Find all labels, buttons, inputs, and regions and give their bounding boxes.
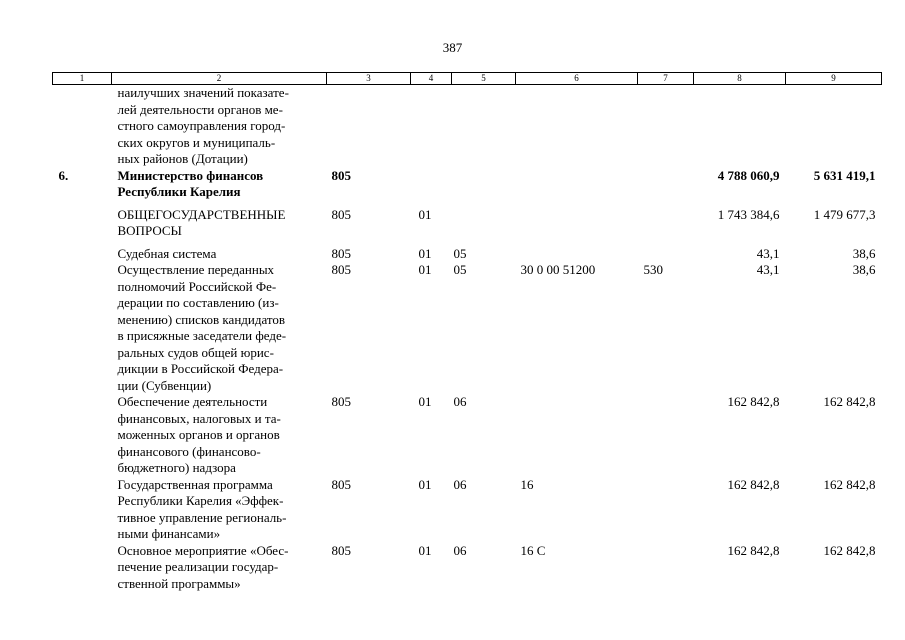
ministry-code: 805 <box>331 394 351 409</box>
subsection-code <box>452 168 516 201</box>
table-row <box>53 85 882 168</box>
table-row <box>53 168 882 201</box>
amount-1: 162 842,8 <box>727 394 780 409</box>
row-number <box>53 394 112 477</box>
amount-2: 162 842,8 <box>823 542 876 558</box>
column-header-6: 6 <box>516 73 638 85</box>
table-row <box>53 262 882 394</box>
subsection-code: 06 <box>453 542 467 558</box>
amount-1: 43,1 <box>756 245 780 261</box>
target-article-code <box>516 168 638 201</box>
budget-table <box>52 72 882 592</box>
row-name: ОБЩЕГОСУДАРСТВЕННЫЕ ВОПРОСЫ <box>117 206 286 238</box>
expense-type-code <box>638 477 694 543</box>
subsection-code <box>452 85 516 168</box>
row-number <box>53 240 112 263</box>
amount-1: 1 743 384,6 <box>717 206 780 222</box>
column-header-2: 2 <box>112 73 327 85</box>
expense-type-code <box>638 240 694 263</box>
expense-type-code <box>638 85 694 168</box>
ministry-code: 805 <box>331 206 351 222</box>
row-name: Осуществление переданных полномочий Российской Фе- дерации по составлению (из- менению) списков кандидатов в присяжные заседатели феде- ральных судов общей юрис- дикции в Российской Федера- ции (Субвенции) <box>117 262 287 393</box>
subsection-code: 06 <box>453 476 467 492</box>
table-row <box>53 394 882 477</box>
ministry-code: 805 <box>331 542 351 558</box>
section-code <box>411 85 452 168</box>
target-article-code <box>516 240 638 263</box>
expense-type-code <box>638 543 694 593</box>
row-name: Государственная программа Республики Карелия «Эффек- тивное управление региональ- ными финансами» <box>117 476 287 541</box>
row-number: 6. <box>58 167 69 183</box>
expense-type-code: 530 <box>643 262 663 277</box>
row-name: Обеспечение деятельности финансовых, налоговых и та- моженных органов и органов финансового (финансово- бюджетного) надзора <box>117 394 281 475</box>
subsection-code: 05 <box>453 262 467 277</box>
target-article-code <box>516 394 638 477</box>
page-number: 387 <box>442 40 463 55</box>
column-header-4: 4 <box>411 73 452 85</box>
target-article-code: 16 С <box>520 542 546 558</box>
target-article-code <box>516 201 638 240</box>
column-header-1: 1 <box>53 73 112 85</box>
amount-1: 162 842,8 <box>727 476 780 492</box>
table-row <box>53 240 882 263</box>
expense-type-code <box>638 394 694 477</box>
target-article-code: 16 <box>520 476 534 492</box>
subsection-code <box>452 201 516 240</box>
amount-2: 38,6 <box>852 262 876 277</box>
section-code: 01 <box>418 206 432 222</box>
section-code: 01 <box>418 476 432 492</box>
table-header <box>53 73 882 85</box>
section-code: 01 <box>418 245 432 261</box>
column-header-5: 5 <box>452 73 516 85</box>
column-header-3: 3 <box>327 73 411 85</box>
row-name: наилучших значений показате- лей деятельности органов ме- стного самоуправления город- ских округов и муниципаль- ных районов (Дотации) <box>117 85 289 166</box>
target-article-code: 30 0 00 51200 <box>520 262 596 277</box>
amount-1: 4 788 060,9 <box>717 167 780 183</box>
amount-1: 43,1 <box>756 262 780 277</box>
column-header-9: 9 <box>786 73 882 85</box>
row-number <box>53 262 112 394</box>
column-header-7: 7 <box>638 73 694 85</box>
section-code: 01 <box>418 394 432 409</box>
amount-2: 38,6 <box>852 245 876 261</box>
row-number <box>53 85 112 168</box>
amount-2 <box>786 85 882 168</box>
amount-1: 162 842,8 <box>727 542 780 558</box>
amount-1 <box>694 85 786 168</box>
column-header-8: 8 <box>694 73 786 85</box>
ministry-code: 805 <box>331 167 351 183</box>
header-row <box>53 73 882 85</box>
ministry-code: 805 <box>331 476 351 492</box>
ministry-code: 805 <box>331 262 351 277</box>
table-row <box>53 201 882 240</box>
ministry-code <box>327 85 411 168</box>
amount-2: 162 842,8 <box>823 394 876 409</box>
amount-2: 5 631 419,1 <box>813 167 876 183</box>
section-code: 01 <box>418 262 432 277</box>
target-article-code <box>516 85 638 168</box>
row-name: Министерство финансов Республики Карелия <box>117 167 264 199</box>
amount-2: 1 479 677,3 <box>813 206 876 222</box>
ministry-code: 805 <box>331 245 351 261</box>
row-name: Основное мероприятие «Обес- печение реализации государ- ственной программы» <box>117 542 289 591</box>
subsection-code: 06 <box>453 394 467 409</box>
section-code <box>411 168 452 201</box>
subsection-code: 05 <box>453 245 467 261</box>
row-number <box>53 477 112 543</box>
row-number <box>53 201 112 240</box>
expense-type-code <box>638 168 694 201</box>
row-name: Судебная система <box>117 245 217 261</box>
table-row <box>53 477 882 543</box>
table-body <box>53 85 882 593</box>
section-code: 01 <box>418 542 432 558</box>
expense-type-code <box>638 201 694 240</box>
table-row <box>53 543 882 593</box>
amount-2: 162 842,8 <box>823 476 876 492</box>
row-number <box>53 543 112 593</box>
